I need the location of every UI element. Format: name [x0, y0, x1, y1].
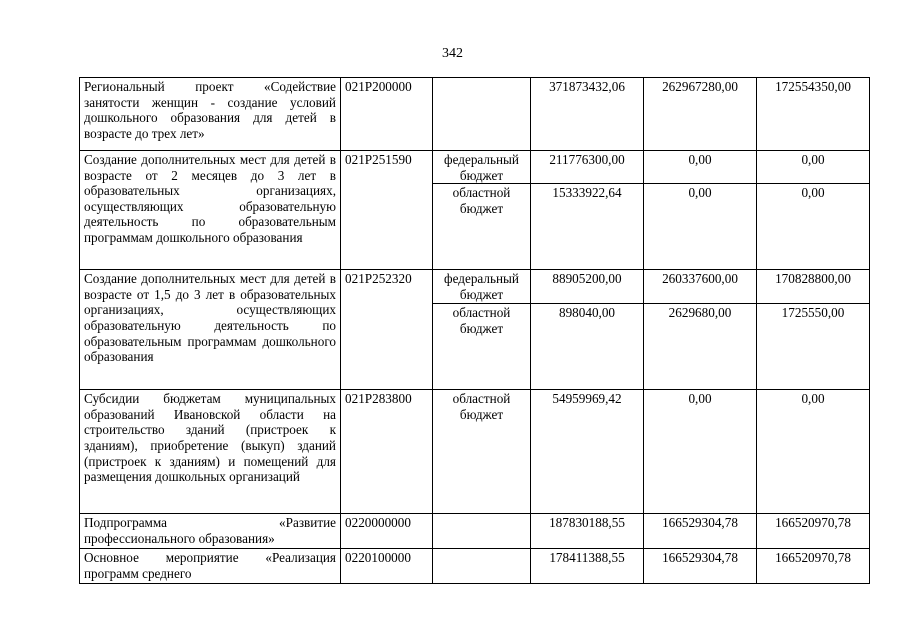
table-row [80, 514, 870, 549]
row-value-year2: 0,00 [644, 184, 757, 270]
row-value-year1: 88905200,00 [531, 270, 644, 304]
budget-table [79, 77, 870, 584]
page-number: 342 [442, 46, 463, 61]
row-name: Создание дополнительных мест для детей в возрасте от 2 месяцев до 3 лет в образовательных организациях, осуществляющих образовательную деятельность по образовательным программам дошкольного образования [80, 151, 341, 270]
row-name: Основное мероприятие «Реализация программ среднего [80, 549, 341, 584]
row-value-year3: 1725550,00 [757, 304, 870, 390]
row-value-year3: 0,00 [757, 151, 870, 184]
row-code: 0220100000 [341, 549, 433, 584]
table-row [80, 151, 870, 184]
row-source: областной бюджет [433, 184, 531, 270]
table-row [80, 270, 870, 304]
row-value-year3: 172554350,00 [757, 78, 870, 151]
row-code: 021P283800 [341, 390, 433, 514]
row-source [433, 78, 531, 151]
row-value-year1: 15333922,64 [531, 184, 644, 270]
table-row [80, 390, 870, 514]
row-value-year2: 0,00 [644, 151, 757, 184]
row-name: Субсидии бюджетам муниципальных образований Ивановской области на строительство зданий (пристроек к зданиям), приобретение (выкуп) зданий (пристроек к зданиям) и помещений для размещения дошкольных организаций [80, 390, 341, 514]
row-source [433, 549, 531, 584]
row-value-year1: 898040,00 [531, 304, 644, 390]
row-value-year1: 178411388,55 [531, 549, 644, 584]
row-name: Создание дополнительных мест для детей в возрасте от 1,5 до 3 лет в образовательных организациях, осуществляющих образовательную деятельность по образовательным программам дошкольного образования [80, 270, 341, 390]
row-value-year1: 211776300,00 [531, 151, 644, 184]
row-source: областной бюджет [433, 304, 531, 390]
row-value-year2: 2629680,00 [644, 304, 757, 390]
table-row [80, 549, 870, 584]
row-value-year2: 262967280,00 [644, 78, 757, 151]
row-code: 021P251590 [341, 151, 433, 270]
table-row [80, 78, 870, 151]
row-source: областной бюджет [433, 390, 531, 514]
row-source: федеральный бюджет [433, 151, 531, 184]
row-value-year3: 170828800,00 [757, 270, 870, 304]
row-code: 021P252320 [341, 270, 433, 390]
row-code: 0220000000 [341, 514, 433, 549]
row-value-year3: 0,00 [757, 390, 870, 514]
row-code: 021P200000 [341, 78, 433, 151]
row-value-year2: 0,00 [644, 390, 757, 514]
row-source [433, 514, 531, 549]
row-value-year2: 166529304,78 [644, 549, 757, 584]
row-source: федеральный бюджет [433, 270, 531, 304]
row-value-year1: 187830188,55 [531, 514, 644, 549]
row-value-year3: 166520970,78 [757, 549, 870, 584]
row-value-year3: 166520970,78 [757, 514, 870, 549]
row-value-year2: 166529304,78 [644, 514, 757, 549]
row-value-year1: 371873432,06 [531, 78, 644, 151]
row-value-year3: 0,00 [757, 184, 870, 270]
row-value-year1: 54959969,42 [531, 390, 644, 514]
row-name: Региональный проект «Содействие занятости женщин - создание условий дошкольного образования для детей в возрасте до трех лет» [80, 78, 341, 151]
row-name: Подпрограмма «Развитие профессионального образования» [80, 514, 341, 549]
row-value-year2: 260337600,00 [644, 270, 757, 304]
